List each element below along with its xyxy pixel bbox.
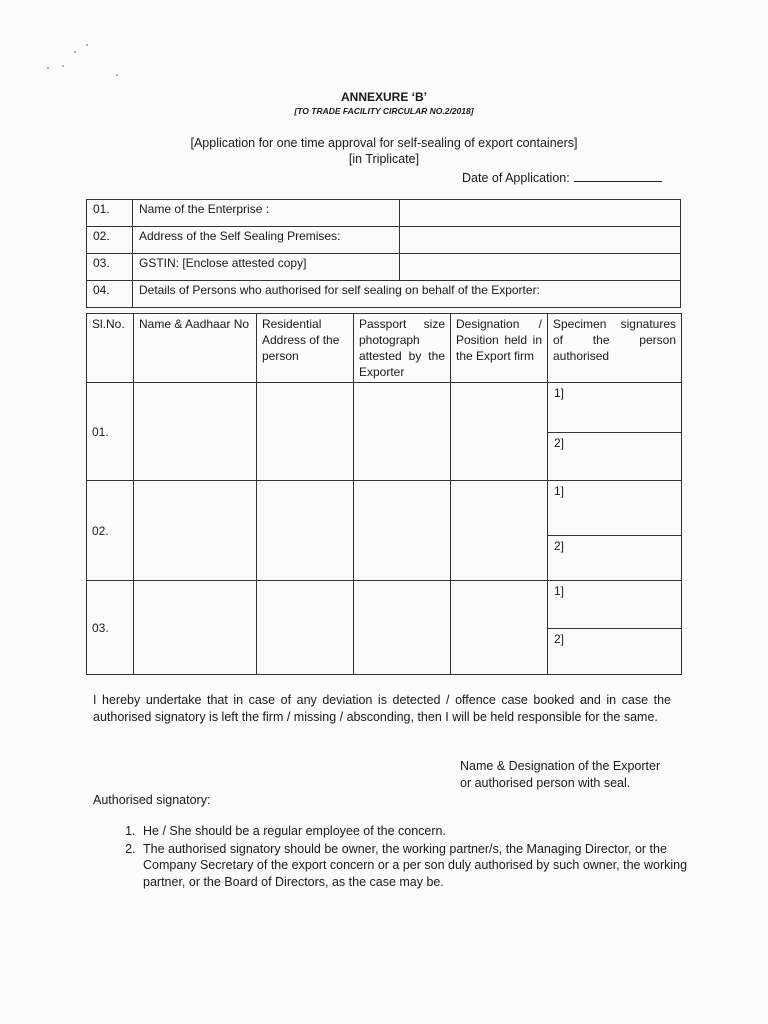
list-item: 1. He / She should be a regular employee of the concern.: [139, 823, 719, 840]
table-row: [87, 481, 682, 536]
signature-2-cell[interactable]: 2]: [548, 629, 682, 675]
gstin-field[interactable]: [400, 254, 681, 281]
signature-1-cell[interactable]: 1]: [548, 383, 682, 433]
table-row: [87, 227, 681, 254]
designation-cell[interactable]: [451, 383, 548, 481]
row-number: 01.: [87, 200, 133, 227]
name-aadhaar-cell[interactable]: [134, 581, 257, 675]
row-label: GSTIN: [Enclose attested copy]: [133, 254, 400, 281]
row-slno: 01.: [87, 383, 134, 481]
designation-cell[interactable]: [451, 581, 548, 675]
name-aadhaar-cell[interactable]: [134, 481, 257, 581]
copies-note: [in Triplicate]: [348, 152, 420, 166]
header-address: Residential Address of the person: [257, 314, 354, 383]
enterprise-name-field[interactable]: [400, 200, 681, 227]
signature-2-cell[interactable]: 2]: [548, 536, 682, 581]
header-photograph: Passport size photograph attested by the Exporter: [354, 314, 451, 383]
table-row: [87, 281, 681, 308]
authorised-persons-table: [86, 313, 682, 675]
undertaking-paragraph: I hereby undertake that in case of any deviation is detected / offence case booked and in case the authorised signatory is left the firm / missing / absconding, then I will be held responsible for the same.: [93, 693, 671, 724]
photograph-cell[interactable]: [354, 383, 451, 481]
header-signatures: Specimen signatures of the person authorised: [548, 314, 682, 383]
signature-1-cell[interactable]: 1]: [548, 481, 682, 536]
signature-2-cell[interactable]: 2]: [548, 433, 682, 481]
premises-address-field[interactable]: [400, 227, 681, 254]
address-cell[interactable]: [257, 481, 354, 581]
table-row: [87, 254, 681, 281]
table-row: [87, 383, 682, 433]
table-row: [87, 200, 681, 227]
header-name-aadhaar: Name & Aadhaar No: [134, 314, 257, 383]
authorised-signatory-heading: Authorised signatory:: [93, 793, 211, 807]
address-cell[interactable]: [257, 581, 354, 675]
application-title: [Application for one time approval for self-sealing of export containers]: [190, 136, 578, 150]
signature-1-cell[interactable]: 1]: [548, 581, 682, 629]
date-blank-field[interactable]: [574, 169, 662, 182]
header-slno: Sl.No.: [87, 314, 134, 383]
exporter-line-1: Name & Designation of the Exporter: [460, 759, 661, 773]
photograph-cell[interactable]: [354, 581, 451, 675]
row-label: Name of the Enterprise :: [133, 200, 400, 227]
row-number: 04.: [87, 281, 133, 308]
header-designation: Designation / Position held in the Export firm: [451, 314, 548, 383]
row-number: 03.: [87, 254, 133, 281]
enterprise-details-table: [86, 199, 681, 308]
name-aadhaar-cell[interactable]: [134, 383, 257, 481]
address-cell[interactable]: [257, 383, 354, 481]
exporter-line-2: or authorised person with seal.: [460, 776, 631, 790]
row-slno: 03.: [87, 581, 134, 675]
row-number: 02.: [87, 227, 133, 254]
designation-cell[interactable]: [451, 481, 548, 581]
exporter-signature-block: [460, 758, 660, 792]
table-header-row: [87, 314, 682, 383]
table-row: [87, 581, 682, 629]
date-of-application: [462, 169, 662, 185]
annexure-title: ANNEXURE ‘B’: [340, 90, 427, 104]
signatory-notes-list: [93, 823, 719, 891]
list-item: 2. The authorised signatory should be owner, the working partner/s, the Managing Director, or the Company Secretary of the export concern or a per son duly authorised by such owner, the working partner, or the Board of Directors, as the case may be.: [139, 841, 719, 891]
row-label: Details of Persons who authorised for self sealing on behalf of the Exporter:: [133, 281, 681, 308]
circular-reference: [TO TRADE FACILITY CIRCULAR NO.2/2018]: [294, 106, 474, 116]
row-label: Address of the Self Sealing Premises:: [133, 227, 400, 254]
row-slno: 02.: [87, 481, 134, 581]
date-label: Date of Application:: [462, 171, 570, 185]
photograph-cell[interactable]: [354, 481, 451, 581]
